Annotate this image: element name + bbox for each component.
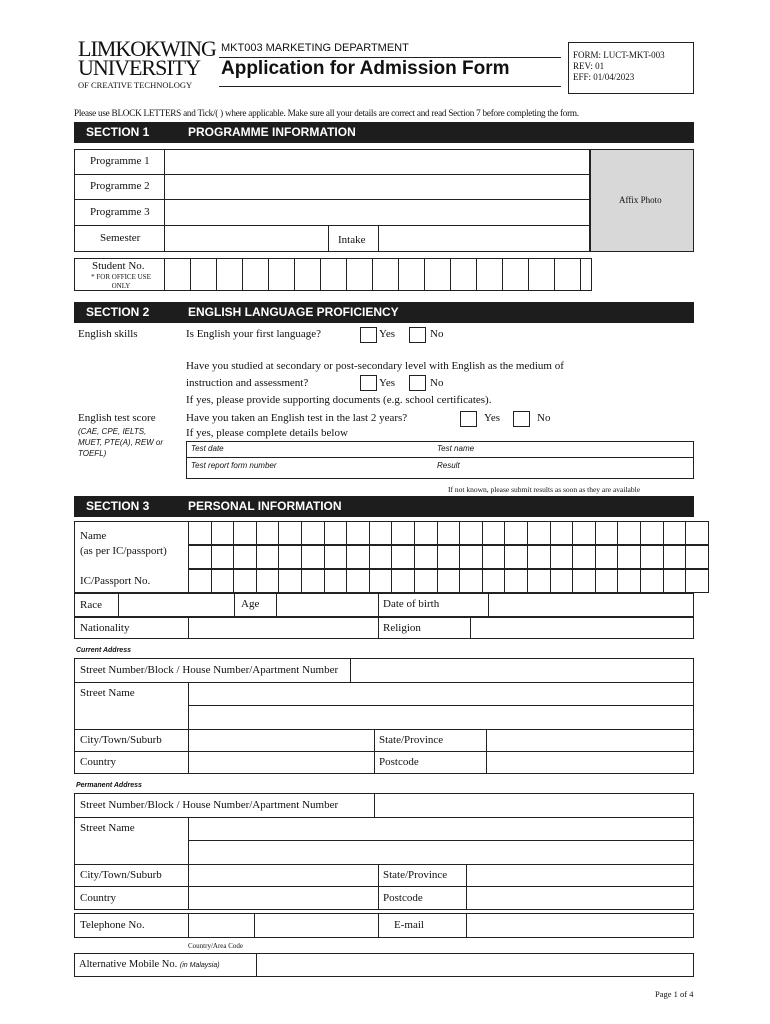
section-3-title: PERSONAL INFORMATION xyxy=(188,499,342,513)
intake-input[interactable] xyxy=(379,226,589,251)
english-test-subtext: If yes, please complete details below xyxy=(186,427,348,439)
race-label: Race xyxy=(80,599,102,611)
ic-char-cell[interactable] xyxy=(324,569,348,593)
medium-yes-checkbox[interactable] xyxy=(360,375,377,391)
name-sublabel: (as per IC/passport) xyxy=(80,545,167,557)
name-char-cell[interactable] xyxy=(504,521,528,545)
student-no-cell[interactable] xyxy=(476,258,503,291)
programme-1-input[interactable] xyxy=(165,150,589,174)
programme-1-label: Programme 1 xyxy=(90,155,150,167)
first-language-yes-label: Yes xyxy=(379,328,396,340)
name-char-cell[interactable] xyxy=(685,521,709,545)
name-char-cell[interactable] xyxy=(527,545,551,569)
current-city-label: City/Town/Suburb xyxy=(80,734,162,746)
telephone-label: Telephone No. xyxy=(80,919,145,931)
student-no-cell[interactable] xyxy=(242,258,269,291)
first-language-no-checkbox[interactable] xyxy=(409,327,426,343)
first-language-yes-checkbox[interactable] xyxy=(360,327,377,343)
email-label: E-mail xyxy=(394,919,424,931)
section-2-header xyxy=(74,302,694,323)
student-no-cell[interactable] xyxy=(398,258,425,291)
form-code-box xyxy=(568,42,694,94)
permanent-street-number-input[interactable] xyxy=(375,794,693,817)
current-country-input[interactable] xyxy=(189,752,374,773)
permanent-postcode-input[interactable] xyxy=(467,887,693,909)
student-no-label: Student No. xyxy=(92,260,145,272)
name-char-cell[interactable] xyxy=(414,521,438,545)
ic-char-cell[interactable] xyxy=(663,569,687,593)
name-char-cell[interactable] xyxy=(482,521,506,545)
current-street-name-input[interactable] xyxy=(189,683,693,728)
ic-char-cell[interactable] xyxy=(617,569,641,593)
ic-char-cell[interactable] xyxy=(640,569,664,593)
telephone-area-code-input[interactable] xyxy=(189,914,254,937)
medium-question-line2: instruction and assessment? xyxy=(186,377,309,389)
student-no-cell[interactable] xyxy=(372,258,399,291)
name-char-cell[interactable] xyxy=(256,545,280,569)
ic-passport-label: IC/Passport No. xyxy=(80,575,151,587)
section-1-header xyxy=(74,122,694,143)
name-char-cell[interactable] xyxy=(482,545,506,569)
test-name-label[interactable]: Test name xyxy=(437,444,475,453)
ic-char-cell[interactable] xyxy=(572,569,596,593)
name-label: Name xyxy=(80,530,107,542)
name-char-cell[interactable] xyxy=(595,521,619,545)
ic-char-cell[interactable] xyxy=(391,569,415,593)
alt-mobile-note: (in Malaysia) xyxy=(179,962,220,969)
name-char-cell[interactable] xyxy=(685,545,709,569)
ic-char-cell[interactable] xyxy=(346,569,370,593)
university-logo xyxy=(74,36,216,96)
affix-photo-label: Affix Photo xyxy=(619,195,662,205)
permanent-street-name-label: Street Name xyxy=(80,822,135,834)
religion-input[interactable] xyxy=(471,618,693,638)
current-state-input[interactable] xyxy=(487,730,693,751)
nationality-label: Nationality xyxy=(80,622,130,634)
medium-question-line3: If yes, please provide supporting documents (e.g. school certificates). xyxy=(186,394,492,406)
programme-3-input[interactable] xyxy=(165,200,589,225)
first-language-question: Is English your first language? xyxy=(186,328,322,340)
name-char-cell[interactable] xyxy=(369,545,393,569)
student-no-cell[interactable] xyxy=(294,258,321,291)
age-input[interactable] xyxy=(277,594,378,616)
english-skills-label: English skills xyxy=(78,328,138,340)
student-no-cell[interactable] xyxy=(164,258,191,291)
name-char-cell[interactable] xyxy=(324,521,348,545)
name-char-cell[interactable] xyxy=(437,545,461,569)
email-input[interactable] xyxy=(467,914,693,937)
permanent-street-number-label: Street Number/Block / House Number/Apartment Number xyxy=(80,799,339,811)
name-char-cell[interactable] xyxy=(278,545,302,569)
english-test-no-checkbox[interactable] xyxy=(513,411,530,427)
ic-char-cell[interactable] xyxy=(504,569,528,593)
current-postcode-label: Postcode xyxy=(379,756,419,768)
current-address-label: Current Address xyxy=(76,647,131,654)
name-char-cell[interactable] xyxy=(663,521,687,545)
name-char-cell[interactable] xyxy=(595,545,619,569)
current-postcode-input[interactable] xyxy=(487,752,693,773)
english-test-no-label: No xyxy=(537,412,551,424)
section-1-title: PROGRAMME INFORMATION xyxy=(188,125,356,139)
medium-no-checkbox[interactable] xyxy=(409,375,426,391)
section-2-title: ENGLISH LANGUAGE PROFICIENCY xyxy=(188,305,399,319)
semester-input[interactable] xyxy=(165,226,328,251)
age-label: Age xyxy=(241,598,260,610)
name-char-cell[interactable] xyxy=(211,521,235,545)
ic-char-cell[interactable] xyxy=(414,569,438,593)
section-3-header xyxy=(74,496,694,517)
name-char-cell[interactable] xyxy=(278,521,302,545)
ic-char-cell[interactable] xyxy=(188,569,212,593)
name-char-cell[interactable] xyxy=(233,545,257,569)
medium-question-line1: Have you studied at secondary or post-secondary level with English as the medium of xyxy=(186,360,564,372)
student-no-cell[interactable] xyxy=(450,258,477,291)
name-char-cell[interactable] xyxy=(391,545,415,569)
name-char-cell[interactable] xyxy=(550,545,574,569)
medium-yes-label: Yes xyxy=(379,377,396,389)
results-note: If not known, please submit results as soon as they are available xyxy=(448,485,641,494)
page-number: Page 1 of 4 xyxy=(655,989,694,999)
ic-char-cell[interactable] xyxy=(278,569,302,593)
ic-char-cell[interactable] xyxy=(550,569,574,593)
name-char-cell[interactable] xyxy=(188,521,212,545)
office-use-label: * FOR OFFICE USE ONLY xyxy=(91,273,151,290)
name-char-cell[interactable] xyxy=(437,521,461,545)
student-no-cell[interactable] xyxy=(320,258,347,291)
name-char-cell[interactable] xyxy=(391,521,415,545)
form-rev: REV: 01 xyxy=(573,61,605,71)
race-input[interactable] xyxy=(119,594,234,616)
logo-line-2: UNIVERSITY xyxy=(78,55,200,80)
name-char-cell[interactable] xyxy=(640,545,664,569)
student-no-cell[interactable] xyxy=(528,258,555,291)
name-char-cell[interactable] xyxy=(301,545,325,569)
semester-label: Semester xyxy=(100,232,141,244)
current-city-input[interactable] xyxy=(189,730,374,751)
programme-2-input[interactable] xyxy=(165,175,589,199)
logo-line-3: OF CREATIVE TECHNOLOGY xyxy=(78,80,193,90)
student-no-cell[interactable] xyxy=(346,258,373,291)
ic-char-cell[interactable] xyxy=(256,569,280,593)
name-char-cell[interactable] xyxy=(572,545,596,569)
english-test-question: Have you taken an English test in the last 2 years? xyxy=(186,412,408,424)
alt-mobile-text: Alternative Mobile No. xyxy=(79,959,178,970)
name-char-cell[interactable] xyxy=(301,521,325,545)
ic-char-cell[interactable] xyxy=(482,569,506,593)
permanent-state-input[interactable] xyxy=(467,865,693,886)
programme-2-label: Programme 2 xyxy=(90,180,150,192)
ic-char-cell[interactable] xyxy=(437,569,461,593)
name-char-cell[interactable] xyxy=(346,521,370,545)
permanent-postcode-label: Postcode xyxy=(383,892,423,904)
student-no-cell[interactable] xyxy=(502,258,529,291)
telephone-number-input[interactable] xyxy=(255,914,378,937)
name-char-cell[interactable] xyxy=(188,545,212,569)
religion-label: Religion xyxy=(383,622,421,634)
alt-mobile-label xyxy=(79,959,220,970)
english-test-yes-label: Yes xyxy=(484,412,501,424)
instruction-text: Please use BLOCK LETTERS and Tick/( ) where applicable. Make sure all your details are correct and read Section 7 before completing the form. xyxy=(74,108,579,118)
result-label[interactable]: Result xyxy=(437,461,460,470)
section-3-number: SECTION 3 xyxy=(86,499,150,513)
name-char-cell[interactable] xyxy=(663,545,687,569)
name-char-cell[interactable] xyxy=(550,521,574,545)
name-char-cell[interactable] xyxy=(527,521,551,545)
permanent-street-name-input[interactable] xyxy=(189,818,693,864)
dob-input[interactable] xyxy=(489,594,693,616)
section-1-number: SECTION 1 xyxy=(86,125,150,139)
name-char-cell[interactable] xyxy=(414,545,438,569)
test-date-label[interactable]: Test date xyxy=(191,444,224,453)
english-test-examples: (CAE, CPE, IELTS, MUET, PTE(A), REW or TOEFL) xyxy=(78,427,164,458)
name-char-cell[interactable] xyxy=(256,521,280,545)
english-test-yes-checkbox[interactable] xyxy=(460,411,477,427)
permanent-city-input[interactable] xyxy=(189,865,378,886)
name-char-cell[interactable] xyxy=(369,521,393,545)
permanent-city-label: City/Town/Suburb xyxy=(80,869,162,881)
name-char-cell[interactable] xyxy=(572,521,596,545)
name-char-cell[interactable] xyxy=(640,521,664,545)
name-char-cell[interactable] xyxy=(346,545,370,569)
ic-char-cell[interactable] xyxy=(301,569,325,593)
permanent-state-label: State/Province xyxy=(383,869,448,881)
name-char-cell[interactable] xyxy=(211,545,235,569)
current-state-label: State/Province xyxy=(379,734,444,746)
intake-label: Intake xyxy=(338,234,366,246)
department-label: MKT003 MARKETING DEPARTMENT xyxy=(221,42,409,54)
alt-mobile-input[interactable] xyxy=(257,954,693,976)
permanent-country-input[interactable] xyxy=(189,887,378,909)
ic-char-cell[interactable] xyxy=(369,569,393,593)
affix-photo-box xyxy=(590,149,694,252)
name-char-cell[interactable] xyxy=(504,545,528,569)
ic-char-cell[interactable] xyxy=(233,569,257,593)
permanent-country-label: Country xyxy=(80,892,117,904)
student-no-cell[interactable] xyxy=(216,258,243,291)
current-street-number-input[interactable] xyxy=(351,659,693,682)
form-code: FORM: LUCT-MKT-003 xyxy=(573,50,665,60)
ic-char-cell[interactable] xyxy=(459,569,483,593)
ic-char-cell[interactable] xyxy=(527,569,551,593)
first-language-no-label: No xyxy=(430,328,444,340)
name-char-cell[interactable] xyxy=(617,545,641,569)
name-char-cell[interactable] xyxy=(617,521,641,545)
english-test-score-label: English test score xyxy=(78,412,156,424)
nationality-input[interactable] xyxy=(189,618,378,638)
test-report-label[interactable]: Test report form number xyxy=(191,461,277,470)
programme-3-label: Programme 3 xyxy=(90,206,150,218)
student-no-cell[interactable] xyxy=(268,258,295,291)
current-street-name-label: Street Name xyxy=(80,687,135,699)
section-2-number: SECTION 2 xyxy=(86,305,150,319)
form-eff: EFF: 01/04/2023 xyxy=(573,72,635,82)
name-char-cell[interactable] xyxy=(233,521,257,545)
current-street-number-label: Street Number/Block / House Number/Apartment Number xyxy=(80,664,339,676)
medium-no-label: No xyxy=(430,377,444,389)
permanent-address-label: Permanent Address xyxy=(76,782,142,789)
student-no-cell[interactable] xyxy=(424,258,451,291)
ic-char-cell[interactable] xyxy=(595,569,619,593)
student-no-cell[interactable] xyxy=(554,258,581,291)
name-char-cell[interactable] xyxy=(459,521,483,545)
ic-char-cell[interactable] xyxy=(685,569,709,593)
ic-char-cell[interactable] xyxy=(211,569,235,593)
country-area-code-label: Country/Area Code xyxy=(188,942,244,950)
dob-label: Date of birth xyxy=(383,598,440,610)
name-char-cell[interactable] xyxy=(459,545,483,569)
student-no-cell[interactable] xyxy=(190,258,217,291)
logo-line-1: LIMKOKWING xyxy=(78,36,216,61)
name-char-cell[interactable] xyxy=(324,545,348,569)
current-country-label: Country xyxy=(80,756,117,768)
form-title: Application for Admission Form xyxy=(221,58,510,79)
